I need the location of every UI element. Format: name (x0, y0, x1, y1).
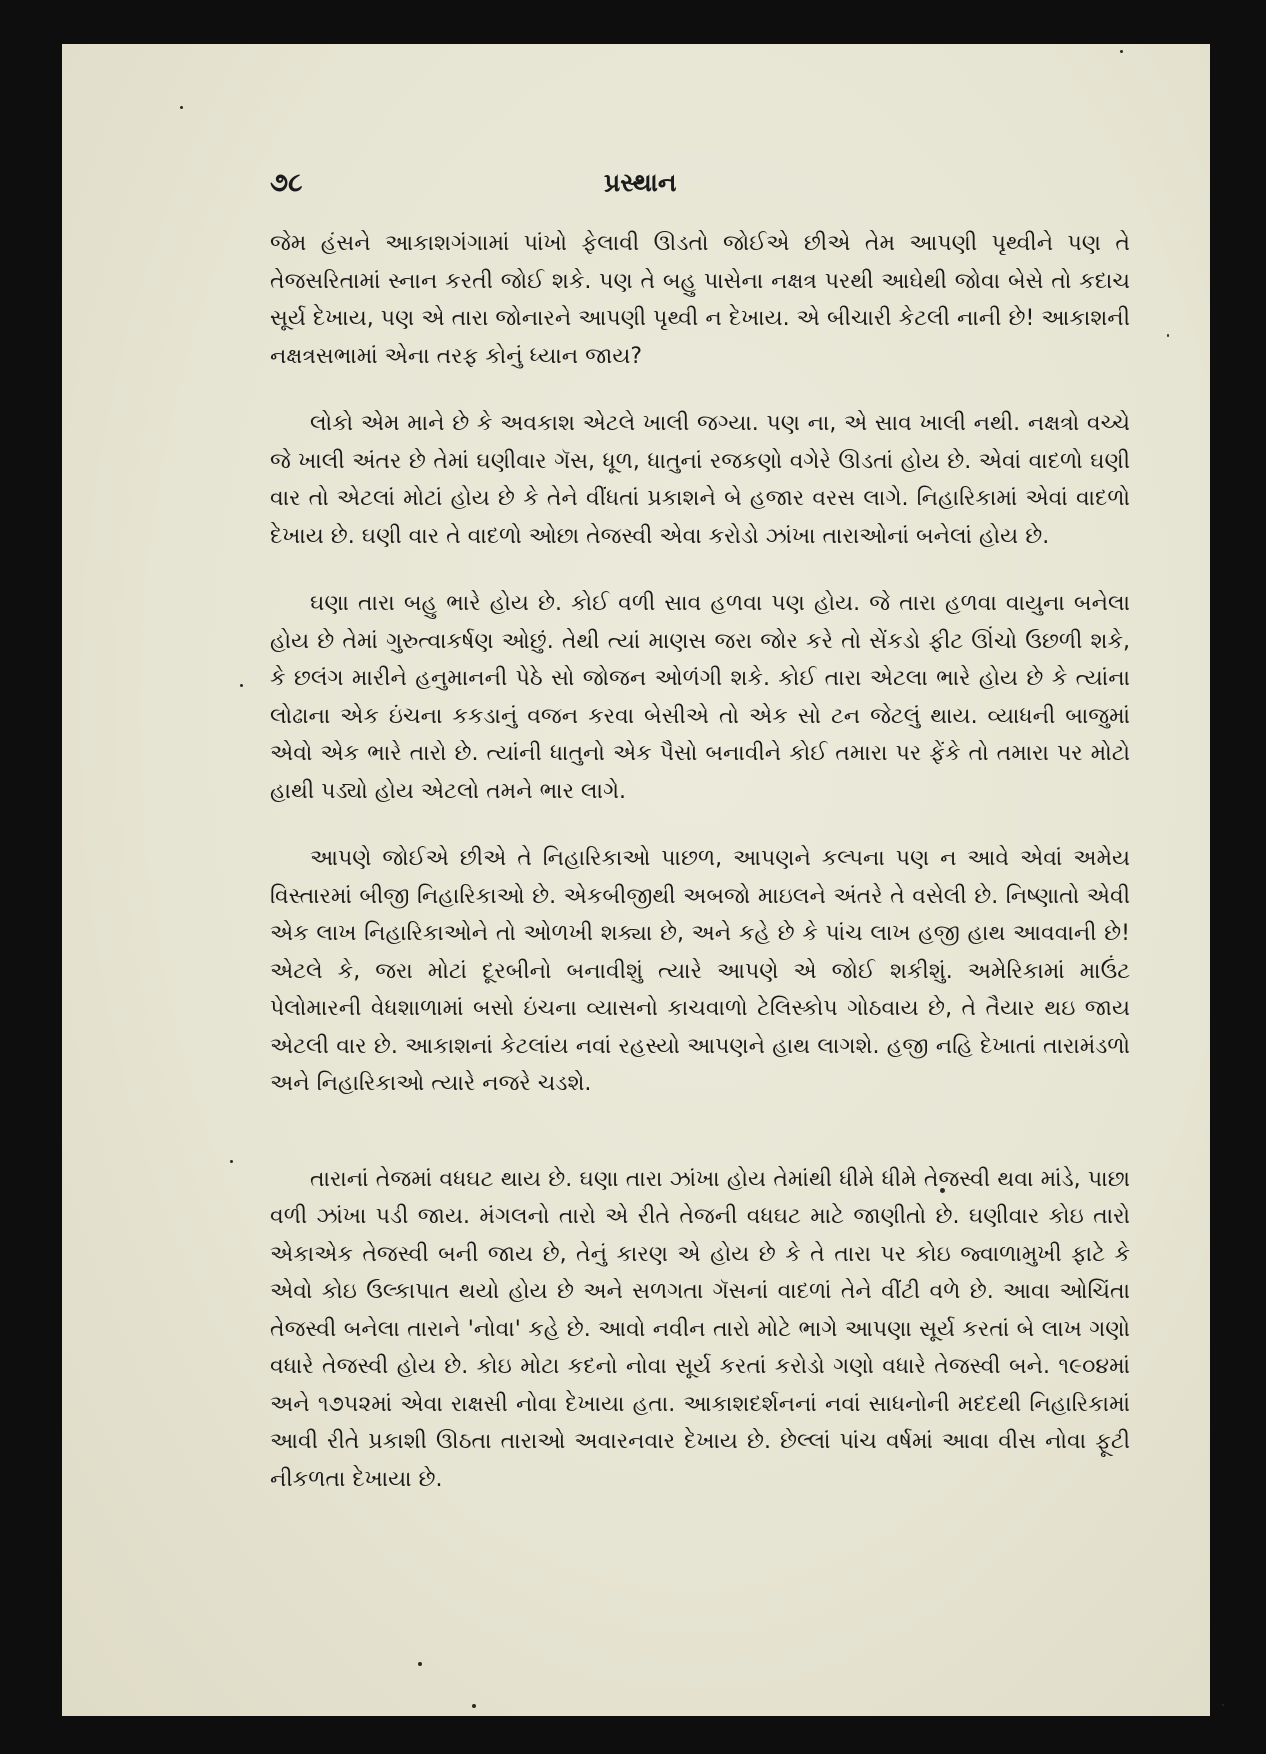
page-number: ૭૮ (270, 168, 303, 198)
speck (1167, 334, 1169, 337)
speck (1222, 1704, 1224, 1706)
paragraph: આપણે જોઈએ છીએ તે નિહારિકાઓ પાછળ, આપણને કલ્પના પણ ન આવે એવાં અમેય વિસ્તારમાં બીજી નિહારિકાઓ છે. એકબીજીથી અબજો માઇલને અંતરે તે વસેલી છે. નિષ્ણાતો એવી એક લાખ નિહારિકાઓને તો ઓળખી શક્યા છે, અને કહે છે કે પાંચ લાખ હજી હાથ આવવાની છે! એટલે કે, જરા મોટાં દૂરબીનો બનાવીશું ત્યારે આપણે એ જોઈ શકીશું. અમેરિકામાં માઉંટ પેલોમારની વેધશાળામાં બસો ઇંચના વ્યાસનો કાચવાળો ટેલિસ્કોપ ગોઠવાય છે, તે તૈયાર થઇ જાય એટલી વાર છે. આકાશનાં કેટલાંય નવાં રહસ્યો આપણને હાથ લાગશે. હજી નહિ દેખાતાં તારામંડળો અને નિહારિકાઓ ત્યારે નજરે ચડશે. (270, 846, 1130, 1096)
speck (230, 1160, 233, 1163)
speck (1120, 50, 1123, 53)
speck (240, 684, 243, 687)
paragraph: ઘણા તારા બહુ ભારે હોય છે. કોઈ વળી સાવ હળવા પણ હોય. જે તારા હળવા વાયુના બનેલા હોય છે તેમાં ગુરુત્વાકર્ષણ ઓછું. તેથી ત્યાં માણસ જરા જોર કરે તો સેંકડો ફીટ ઊંચો ઉછળી શકે, કે છલંગ મારીને હનુમાનની પેઠે સો જોજન ઓળંગી શકે. કોઈ તારા એટલા ભારે હોય છે કે ત્યાંના લોઢાના એક ઇંચના કકડાનું વજન કરવા બેસીએ તો એક સો ટન જેટલું થાય. વ્યાધની બાજુમાં એવો એક ભારે તારો છે. ત્યાંની ધાતુનો એક પૈસો બનાવીને કોઈ તમારા પર ફેંકે તો તમારા પર મોટો હાથી પડ્યો હોય એટલો તમને ભાર લાગે. (270, 591, 1130, 804)
paragraph: જેમ હંસને આકાશગંગામાં પાંખો ફેલાવી ઊડતો જોઈએ છીએ તેમ આપણી પૃથ્વીને પણ તે તેજસરિતામાં સ્નાન કરતી જોઈ શકે. પણ તે બહુ પાસેના નક્ષત્ર પરથી આઘેથી જોવા બેસે તો કદાચ સૂર્ય દેખાય, પણ એ તારા જોનારને આપણી પૃથ્વી ન દેખાય. એ બીચારી કેટલી નાની છે! આકાશની નક્ષત્રસભામાં એના તરફ કોનું ધ્યાન જાય? (270, 231, 1130, 369)
speck (472, 1704, 476, 1708)
paragraph: તારાનાં તેજમાં વધઘટ થાય છે. ઘણા તારા ઝાંખા હોય તેમાંથી ધીમે ધીમે તેજસ્વી થવા માંડે, પાછા વળી ઝાંખા પડી જાય. મંગલનો તારો એ રીતે તેજની વધઘટ માટે જાણીતો છે. ઘણીવાર કોઇ તારો એકાએક તેજસ્વી બની જાય છે, તેનું કારણ એ હોય છે કે તે તારા પર કોઇ જ્વાળામુખી ફાટે કે એવો કોઇ ઉલ્કાપાત થયો હોય છે અને સળગતા ગૅસનાં વાદળાં તેને વીંટી વળે છે. આવા ઓચિંતા તેજસ્વી બનેલા તારાને 'નોવા' કહે છે. આવો નવીન તારો મોટે ભાગે આપણા સૂર્ય કરતાં બે લાખ ગણો વધારે તેજસ્વી હોય છે. કોઇ મોટા કદનો નોવા સૂર્ય કરતાં કરોડો ગણો વધારે તેજસ્વી બને. ૧૯૦૪માં અને ૧૭૫૨માં એવા રાક્ષસી નોવા દેખાયા હતા. આકાશદર્શનનાં નવાં સાધનોની મદદથી નિહારિકામાં આવી રીતે પ્રકાશી ઊઠતા તારાઓ અવારનવાર દેખાય છે. છેલ્લાં પાંચ વર્ષમાં આવા વીસ નોવા ફૂટી નીકળતા દેખાયા છે. (270, 1166, 1130, 1492)
running-title: પ્રસ્થાન (604, 168, 677, 197)
speck (418, 1662, 422, 1666)
paragraph: લોકો એમ માને છે કે અવકાશ એટલે ખાલી જગ્યા. પણ ના, એ સાવ ખાલી નથી. નક્ષત્રો વચ્ચે જે ખાલી અંતર છે તેમાં ઘણીવાર ગૅસ, ધૂળ, ધાતુનાં રજકણો વગેરે ઊડતાં હોય છે. એવાં વાદળો ઘણી વાર તો એટલાં મોટાં હોય છે કે તેને વીંધતાં પ્રકાશને બે હજાર વરસ લાગે. નિહારિકામાં એવાં વાદળો દેખાય છે. ઘણી વાર તે વાદળો ઓછા તેજસ્વી એવા કરોડો ઝાંખા તારાઓનાં બનેલાં હોય છે. (270, 411, 1130, 549)
body-text (270, 225, 1130, 1498)
speck (180, 106, 183, 109)
running-head (202, 168, 1052, 208)
